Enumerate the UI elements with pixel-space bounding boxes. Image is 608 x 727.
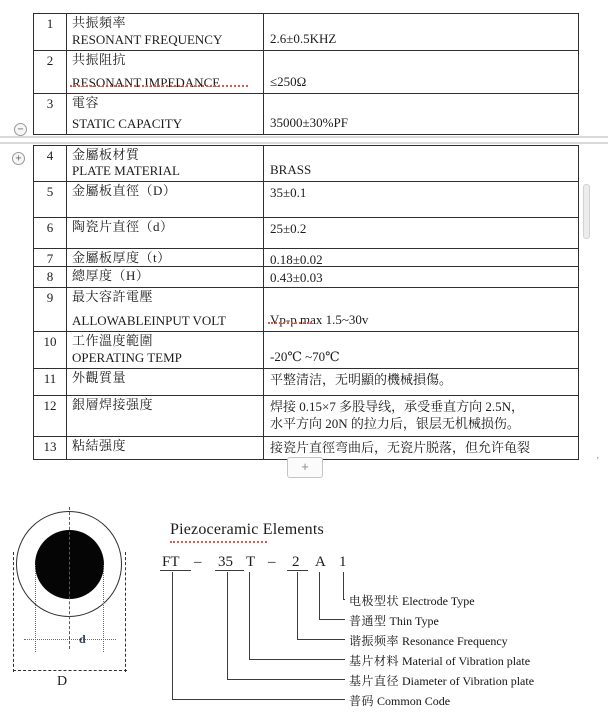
collapse-whitespace-icon[interactable]: − bbox=[14, 123, 27, 136]
spec-name-cell bbox=[67, 249, 264, 266]
spellcheck-underline bbox=[70, 85, 248, 87]
table-row bbox=[34, 182, 578, 218]
spec-value: 0.43±0.03 bbox=[270, 270, 323, 285]
page-break-line-top bbox=[0, 136, 608, 138]
spec-value: 平整清洁，无明顯的機械損傷。 bbox=[270, 372, 453, 387]
spec-name-en: ALLOWABLEINPUT VOLT bbox=[72, 313, 226, 328]
spec-name-en: RESONANT IMPEDANCE bbox=[72, 75, 221, 90]
small-d-dimension-line bbox=[24, 639, 116, 640]
spec-name-en: OPERATING TEMP bbox=[72, 350, 182, 365]
spec-name-cell bbox=[67, 369, 264, 395]
spec-name-cell bbox=[67, 218, 264, 248]
decoder-label bbox=[349, 672, 534, 689]
expand-whitespace-icon[interactable]: + bbox=[12, 152, 25, 165]
spec-value: 35±0.1 bbox=[270, 185, 307, 200]
part-code-token: FT bbox=[162, 554, 180, 570]
spec-name-cn: 工作溫度範圍 bbox=[72, 333, 154, 348]
row-number: 10 bbox=[34, 332, 67, 368]
part-code-token: 2 bbox=[292, 554, 300, 570]
d-extension-left bbox=[13, 552, 14, 672]
d-extension-right bbox=[125, 552, 126, 672]
code-underline bbox=[287, 570, 308, 571]
spec-name-cn: 陶瓷片直徑（d） bbox=[72, 219, 174, 234]
spec-value-cell bbox=[264, 332, 578, 368]
spec-value: Vp-p max 1.5~30v bbox=[270, 312, 369, 327]
spec-value-cell bbox=[264, 437, 578, 459]
row-number: 12 bbox=[34, 396, 67, 436]
spec-value: ≤250Ω bbox=[270, 74, 307, 89]
decoder-label-en: Material of Vibration plate bbox=[399, 654, 531, 668]
add-row-button[interactable]: + bbox=[287, 457, 323, 478]
decoder-label-cn: 电极型状 bbox=[349, 594, 400, 608]
spec-value-cell bbox=[264, 182, 578, 217]
spec-name-cell bbox=[67, 267, 264, 287]
spec-value-cell bbox=[264, 94, 578, 134]
decoder-label bbox=[349, 612, 439, 629]
spec-name-cn: 粘結强度 bbox=[72, 438, 127, 453]
decoder-label-en: Resonance Frequency bbox=[399, 634, 508, 648]
decoder-title: Piezoceramic Elements bbox=[170, 521, 324, 538]
row-number: 13 bbox=[34, 437, 67, 459]
table-row bbox=[34, 288, 578, 332]
scrollbar-thumb[interactable] bbox=[583, 184, 590, 239]
spec-value-cell bbox=[264, 14, 578, 50]
decoder-label-en: Thin Type bbox=[386, 614, 439, 628]
spec-name-cn: 銀層焊接强度 bbox=[72, 397, 154, 412]
table-row bbox=[34, 146, 578, 182]
spec-name-cn: 共振阻抗 bbox=[72, 52, 127, 67]
part-code-token: – bbox=[268, 554, 276, 570]
spec-name-en: PLATE MATERIAL bbox=[72, 163, 180, 178]
table-row bbox=[34, 332, 578, 369]
spellcheck-underline bbox=[268, 322, 312, 324]
decoder-label bbox=[349, 632, 508, 649]
part-code-token: 1 bbox=[339, 554, 347, 570]
row-number: 1 bbox=[34, 14, 67, 50]
table-row bbox=[34, 218, 578, 249]
table-row bbox=[34, 14, 578, 51]
table-row bbox=[34, 267, 578, 288]
decoder-label-cn: 基片材料 bbox=[349, 654, 400, 668]
d-dimension-line bbox=[13, 670, 127, 671]
table-row bbox=[34, 369, 578, 396]
spec-value-cell bbox=[264, 288, 578, 331]
spec-name-cn: 總厚度（H） bbox=[72, 268, 150, 283]
row-number: 9 bbox=[34, 288, 67, 331]
spec-value: -20℃ ~70℃ bbox=[270, 349, 340, 364]
row-number: 3 bbox=[34, 94, 67, 134]
table-row bbox=[34, 437, 578, 459]
spec-value: BRASS bbox=[270, 162, 312, 177]
table-row bbox=[34, 51, 578, 94]
row-number: 6 bbox=[34, 218, 67, 248]
table-row bbox=[34, 249, 578, 267]
part-code-token: T bbox=[246, 554, 256, 570]
spec-value-line2: 水平方向 20N 的拉力后，银层无机械损伤。 bbox=[270, 416, 520, 431]
spec-name-en: STATIC CAPACITY bbox=[72, 116, 183, 131]
code-underline bbox=[215, 570, 244, 571]
spec-value: 焊接 0.15×7 多股导线，承受垂直方向 2.5N， bbox=[270, 399, 524, 414]
spec-name-cn: 外觀質量 bbox=[72, 370, 127, 385]
spec-value-cell bbox=[264, 249, 578, 266]
decoder-label bbox=[349, 592, 475, 609]
code-underline bbox=[160, 570, 191, 571]
spec-value-cell bbox=[264, 396, 578, 436]
table-row bbox=[34, 396, 578, 437]
spec-name-en: RESONANT FREQUENCY bbox=[72, 32, 223, 47]
decoder-label bbox=[349, 652, 530, 669]
spec-value: 接瓷片直徑弯曲后，无瓷片脱落，但允许龟裂 bbox=[270, 440, 531, 455]
part-code-token: 35 bbox=[218, 554, 233, 570]
decoder-label-cn: 谐振频率 bbox=[349, 634, 400, 648]
center-axis-line bbox=[69, 507, 70, 649]
spec-name-cn: 最大容許電壓 bbox=[72, 289, 154, 304]
spec-name-cn: 金屬板直徑（D） bbox=[72, 183, 177, 198]
row-number: 5 bbox=[34, 182, 67, 217]
spec-value-cell bbox=[264, 51, 578, 93]
spec-name-cell bbox=[67, 437, 264, 459]
spec-name-cell bbox=[67, 396, 264, 436]
decoder-label bbox=[349, 692, 450, 709]
spec-name-cell bbox=[67, 332, 264, 368]
table-row bbox=[34, 94, 578, 134]
part-code-token: – bbox=[194, 554, 202, 570]
spec-name-cn: 共振頻率 bbox=[72, 15, 127, 30]
row-number: 11 bbox=[34, 369, 67, 395]
dimension-d-label: d bbox=[79, 632, 86, 646]
spec-value-cell bbox=[264, 146, 578, 181]
spec-name-cn: 金屬板材質 bbox=[72, 147, 140, 162]
spec-name-cell bbox=[67, 146, 264, 181]
spec-value: 35000±30%PF bbox=[270, 115, 348, 130]
spec-table-section-2 bbox=[33, 145, 579, 460]
spec-value-cell bbox=[264, 369, 578, 395]
spec-value-cell bbox=[264, 218, 578, 248]
spec-name-cell bbox=[67, 14, 264, 50]
spec-name-cell bbox=[67, 288, 264, 331]
spellcheck-underline bbox=[170, 541, 267, 543]
part-code-token: A bbox=[315, 554, 326, 570]
spec-name-cell bbox=[67, 182, 264, 217]
row-number: 2 bbox=[34, 51, 67, 93]
table-resize-handle: ’ bbox=[596, 456, 600, 467]
row-number: 8 bbox=[34, 267, 67, 287]
decoder-connector-line bbox=[172, 572, 345, 700]
dimension-D-label: D bbox=[57, 674, 68, 689]
spec-value-cell bbox=[264, 267, 578, 287]
decoder-label-en: Common Code bbox=[374, 694, 451, 708]
page-break-line-bottom bbox=[0, 142, 608, 144]
decoder-label-cn: 普码 bbox=[349, 694, 375, 708]
spec-value: 25±0.2 bbox=[270, 221, 307, 236]
row-number: 4 bbox=[34, 146, 67, 181]
decoder-label-en: Diameter of Vibration plate bbox=[399, 674, 535, 688]
spec-value: 0.18±0.02 bbox=[270, 252, 323, 266]
decoder-label-en: Electrode Type bbox=[399, 594, 475, 608]
decoder-label-cn: 基片直径 bbox=[349, 674, 400, 688]
decoder-label-cn: 普通型 bbox=[349, 614, 387, 628]
spec-name-cn: 電容 bbox=[72, 95, 100, 110]
spec-name-cell bbox=[67, 94, 264, 134]
spec-name-cn: 金屬板厚度（t） bbox=[72, 250, 171, 265]
spec-value: 2.6±0.5KHZ bbox=[270, 31, 337, 46]
spec-table-section-1 bbox=[33, 13, 579, 135]
row-number: 7 bbox=[34, 249, 67, 266]
